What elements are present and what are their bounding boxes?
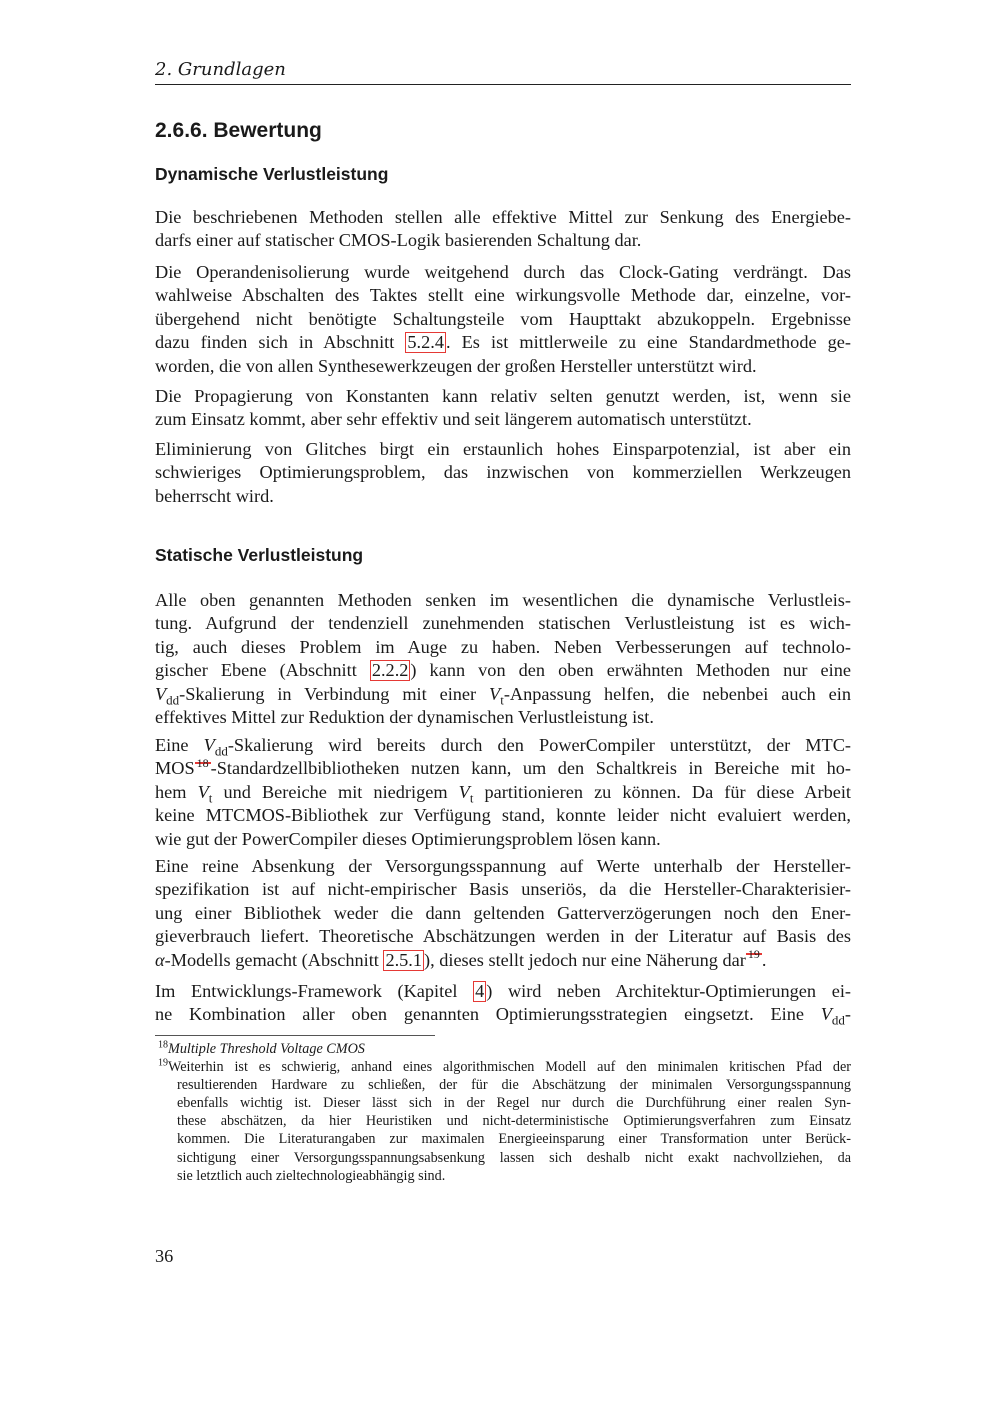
text-line: ung einer Bibliothek weder die dann geltenden Gatterverzögerungen noch den Ener- (155, 902, 851, 923)
text-span: gischer Ebene (Abschnitt (155, 660, 370, 681)
math-subscript: dd (831, 1013, 845, 1029)
paragraph (155, 589, 851, 729)
footnote-number: 18 (158, 1039, 168, 1051)
text-line: keine MTCMOS-Bibliothek zur Verfügung stand, konnte leider nicht evaluiert werden, (155, 805, 851, 826)
text-span: dazu finden sich in Abschnitt (155, 332, 406, 353)
text-line: effektives Mittel zur Reduktion der dynamischen Verlustleistung ist. (155, 706, 654, 727)
math-symbol: V (197, 781, 209, 802)
text-line (155, 949, 851, 972)
footnote-line: kommen. Die Literaturangaben zur maximalen Energieeinsparung einer Transformation unter Berück- (177, 1131, 851, 1148)
math-symbol: α (155, 949, 165, 970)
text-span: - (844, 1004, 851, 1025)
text-span: ne Kombination aller oben genannten Optimierungsstrategien eingsetzt. Eine (155, 1004, 821, 1025)
text-line: wahlweise Abschalten des Taktes stellt eine wirkungsvolle Methode dar, einzelne, vor- (155, 285, 851, 306)
footnote-line: these abschätzen, da hier Heuristiken und nicht-deterministische Optimierungsverfahren zum Einsatz (177, 1113, 851, 1130)
running-head: 2. Grundlagen (155, 59, 286, 80)
subsection-title-static: Statische Verlustleistung (155, 545, 364, 565)
math-symbol: V (489, 683, 501, 704)
text-line: tung. Aufgrund der tendenziell zunehmenden statischen Verlustleistung ist es wich- (155, 613, 851, 634)
text-line: Eliminierung von Glitches birgt ein erstaunlich hohes Einsparpotenzial, ist aber ein (155, 439, 851, 459)
text-line: darfs einer auf statischer CMOS-Logik basierenden Schaltung dar. (155, 230, 642, 251)
text-line: beherrscht wird. (155, 485, 274, 506)
text-line: tig, auch dieses Problem im Auge zu haben. Neben Verbesserungen auf technolo- (155, 636, 851, 657)
math-symbol: V (203, 735, 215, 755)
paragraph (155, 206, 851, 253)
text-span: . (761, 949, 767, 970)
text-span: -Standardzellbibliotheken nutzen kann, um den Schaltkreis in Bereiche mit ho- (210, 758, 851, 779)
footnote-link-19[interactable]: 19 (747, 947, 760, 962)
text-line: gieverbrauch liefert. Theoretische Abschätzungen werden in der Literatur auf Basis des (155, 926, 851, 947)
text-span: Eine (155, 735, 204, 755)
text-line: wie gut der PowerCompiler dieses Optimierungsproblem lösen kann. (155, 828, 661, 849)
text-span: -Skalierung in Verbindung mit einer (179, 683, 490, 704)
footnote-19 (155, 1058, 851, 1076)
section-link-2-5-1[interactable]: 2.5.1 (385, 949, 422, 970)
text-span: . Es ist mittlerweile zu eine Standardmethode ge- (445, 332, 852, 353)
text-line (155, 980, 851, 1003)
paragraph (155, 980, 851, 1027)
section-title: 2.6.6. Bewertung (155, 119, 322, 142)
text-line (155, 331, 851, 354)
text-line: Die beschriebenen Methoden stellen alle effektive Mittel zur Senkung des Energiebe- (155, 207, 851, 227)
footnotes (155, 1040, 851, 1185)
paragraph (155, 734, 851, 851)
text-line: übergehend nicht benötigte Schaltungsteile vom Haupttakt abzukoppeln. Ergebnisse (155, 308, 851, 329)
text-span: ) wird neben Architektur-Optimierungen ei- (486, 981, 851, 1001)
text-line: worden, die von allen Synthesewerkzeugen der großen Hersteller unterstützt wird. (155, 355, 757, 376)
text-span: MOS (155, 758, 195, 779)
text-span: -Modells gemacht (Abschnitt (164, 949, 384, 970)
math-subscript: dd (166, 692, 180, 708)
paragraph (155, 855, 851, 972)
footnote-line: sie letztlich auch zieltechnologieabhängig sind. (177, 1167, 446, 1184)
text-line (155, 683, 851, 706)
footnote-rule (155, 1035, 435, 1036)
text-line: zum Einsatz kommt, aber sehr effektiv und seit längerem automatisch unterstützt. (155, 409, 752, 430)
text-line (155, 659, 851, 682)
text-line (155, 1003, 851, 1029)
text-span: hem (155, 781, 198, 802)
section-link-2-2-2[interactable]: 2.2.2 (371, 660, 409, 681)
footnote-line: resultierenden Hardware zu schließen, der für die Abschätzung der minimalen Versorgungsspannung (177, 1077, 851, 1094)
footnote-line: sichtigung einer Versorgungsspannungsabsenkung lassen sich deshalb nicht exakt nachvollziehen, da (177, 1149, 851, 1166)
section-link-5-2-4[interactable]: 5.2.4 (407, 332, 444, 353)
math-subscript: t (500, 692, 504, 708)
text-line: schwieriges Optimierungsproblem, das inzwischen von kommerziellen Werkzeugen (155, 462, 851, 483)
text-span: ) kann von den oben erwähnten Methoden nur eine (410, 660, 851, 681)
paragraph (155, 261, 851, 378)
subsection-title-dynamic: Dynamische Verlustleistung (155, 164, 389, 184)
footnote-text: Weiterhin ist es schwierig, anhand eines algorithmischen Modell auf den minimalen kritischen Pfad der (168, 1059, 851, 1076)
text-line (155, 757, 851, 780)
paragraph (155, 438, 851, 508)
page-number: 36 (155, 1246, 174, 1266)
math-symbol: V (458, 781, 470, 802)
text-line: Alle oben genannten Methoden senken im wesentlichen die dynamische Verlustleis- (155, 590, 851, 610)
math-subscript: t (469, 790, 474, 806)
footnote-line: ebenfalls wichtig ist. Dieser lässt sich in der Regel nur durch die Durchführung einer realen Syn- (177, 1095, 851, 1112)
footnote-text: Multiple Threshold Voltage CMOS (168, 1041, 365, 1057)
text-span: ), dieses stellt jedoch nur eine Näherung dar (424, 949, 746, 970)
text-line: Die Propagierung von Konstanten kann relativ selten genutzt werden, ist, wenn sie (155, 386, 851, 406)
chapter-link-4[interactable]: 4 (475, 981, 485, 1001)
text-line: spezifikation ist auf nicht-empirischer Basis unseriös, da die Hersteller-Charakterisier- (155, 879, 851, 900)
header-rule (155, 84, 851, 85)
text-line: Die Operandenisolierung wurde weitgehend durch das Clock-Gating verdrängt. Das (155, 262, 851, 282)
text-span: partitionieren zu können. Da für diese Arbeit (473, 781, 852, 802)
math-subscript: dd (214, 743, 228, 759)
math-symbol: V (155, 683, 167, 704)
paragraph (155, 385, 851, 432)
text-span: -Anpassung helfen, die nebenbei auch ein (503, 683, 851, 704)
text-line (155, 734, 851, 757)
text-span: -Skalierung wird bereits durch den PowerCompiler unterstützt, der MTC- (227, 735, 851, 755)
text-line: Eine reine Absenkung der Versorgungsspannung auf Werte unterhalb der Hersteller- (155, 856, 851, 876)
text-span: Im Entwicklungs-Framework (Kapitel (155, 981, 474, 1001)
text-span: und Bereiche mit niedrigem (212, 781, 459, 802)
footnote-number: 19 (158, 1057, 168, 1069)
math-symbol: V (820, 1004, 832, 1025)
text-line (155, 781, 851, 804)
footnote-link-18[interactable]: 18 (196, 756, 209, 771)
math-subscript: t (208, 790, 213, 806)
footnote-18 (155, 1040, 851, 1058)
